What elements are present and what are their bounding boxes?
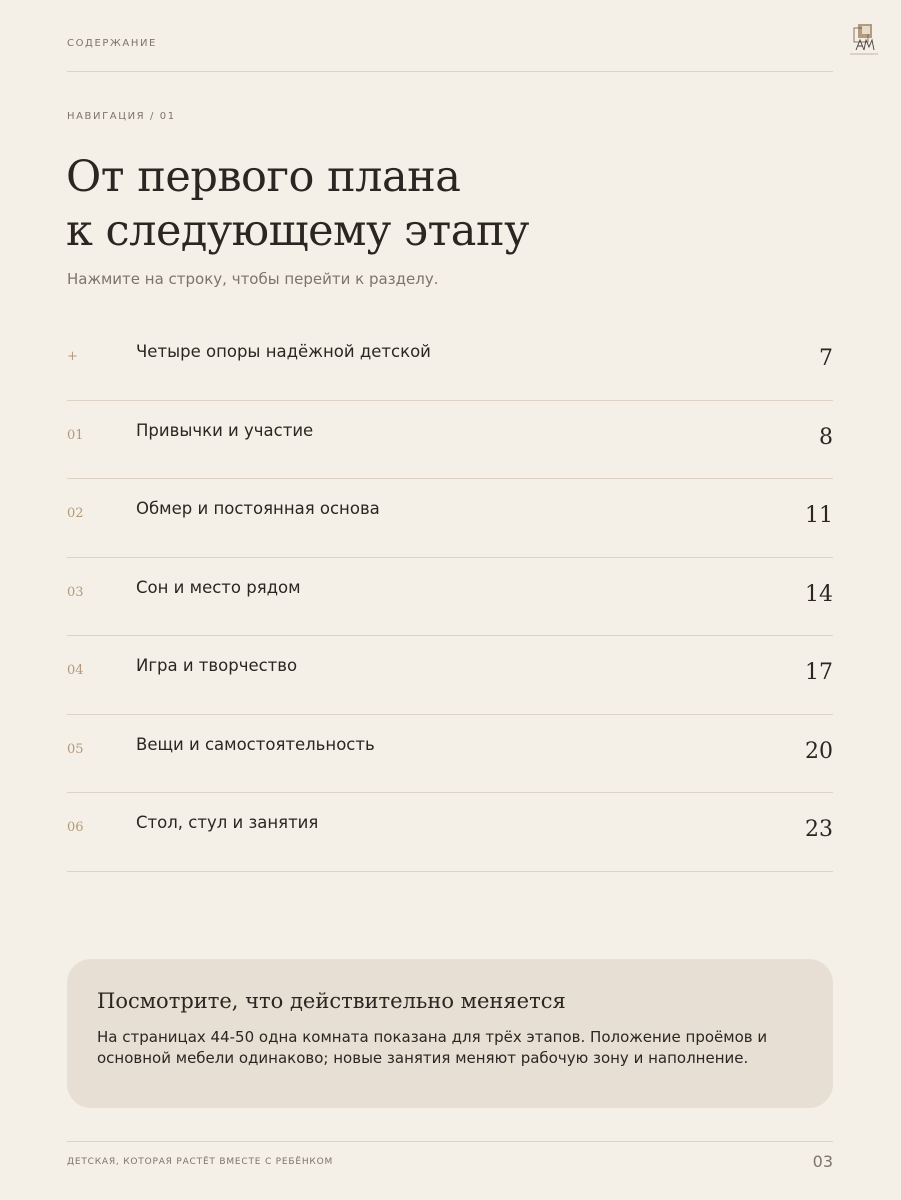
page-title-line-1: От первого плана (66, 152, 461, 202)
page-title (66, 150, 846, 258)
footer-divider (67, 1141, 833, 1142)
toc-row-page: 8 (819, 424, 833, 450)
toc-row-label: Вещи и самостоятельность (136, 734, 375, 754)
toc-row-intro[interactable] (67, 322, 833, 401)
toc-row-03[interactable] (67, 558, 833, 637)
page-number: 03 (812, 1152, 833, 1171)
toc-row-page: 20 (805, 738, 833, 764)
section-label: СОДЕРЖАНИЕ (67, 38, 157, 49)
table-of-contents (67, 322, 833, 872)
eyebrow-label: НАВИГАЦИЯ / 01 (67, 111, 176, 122)
callout-body: На страницах 44-50 одна комната показана для трёх этапов. Положение проёмов и основной мебели одинаково; новые занятия меняют рабочую зону и наполнение. (97, 1028, 768, 1067)
header-divider (67, 71, 833, 72)
toc-row-label: Четыре опоры надёжной детской (136, 342, 431, 361)
toc-row-label: Стол, стул и занятия (136, 813, 319, 832)
toc-row-04[interactable] (67, 636, 833, 715)
toc-row-number: 04 (67, 663, 84, 678)
toc-row-06[interactable] (67, 793, 833, 872)
footer-label: ДЕТСКАЯ, КОТОРАЯ РАСТЁТ ВМЕСТЕ С РЕБЁНКОМ (67, 1157, 334, 1167)
toc-row-page: 17 (805, 660, 833, 685)
toc-row-number: 02 (67, 506, 84, 521)
toc-row-number: 05 (67, 741, 84, 757)
toc-row-number: 06 (67, 820, 84, 835)
toc-row-01[interactable] (67, 401, 833, 480)
toc-row-05[interactable] (67, 715, 833, 794)
toc-row-label: Игра и творчество (136, 656, 298, 675)
callout-card (67, 959, 833, 1108)
callout-title: Посмотрите, что действительно меняется (97, 989, 566, 1013)
page-title-line-2: к следующему этапу (66, 206, 529, 256)
toc-row-number: 01 (67, 427, 84, 443)
toc-row-label: Обмер и постоянная основа (136, 499, 380, 518)
toc-row-label: Привычки и участие (136, 420, 314, 440)
brand-logo-icon (846, 20, 882, 58)
toc-row-number: + (67, 349, 78, 364)
toc-row-page: 23 (805, 817, 833, 842)
toc-row-label: Сон и место рядом (136, 577, 301, 597)
toc-row-02[interactable] (67, 479, 833, 558)
page-subtitle: Нажмите на строку, чтобы перейти к разделу. (67, 270, 439, 288)
toc-row-page: 11 (805, 503, 833, 528)
toc-row-page: 14 (805, 581, 833, 607)
toc-row-page: 7 (819, 346, 833, 371)
toc-row-number: 03 (67, 584, 84, 600)
